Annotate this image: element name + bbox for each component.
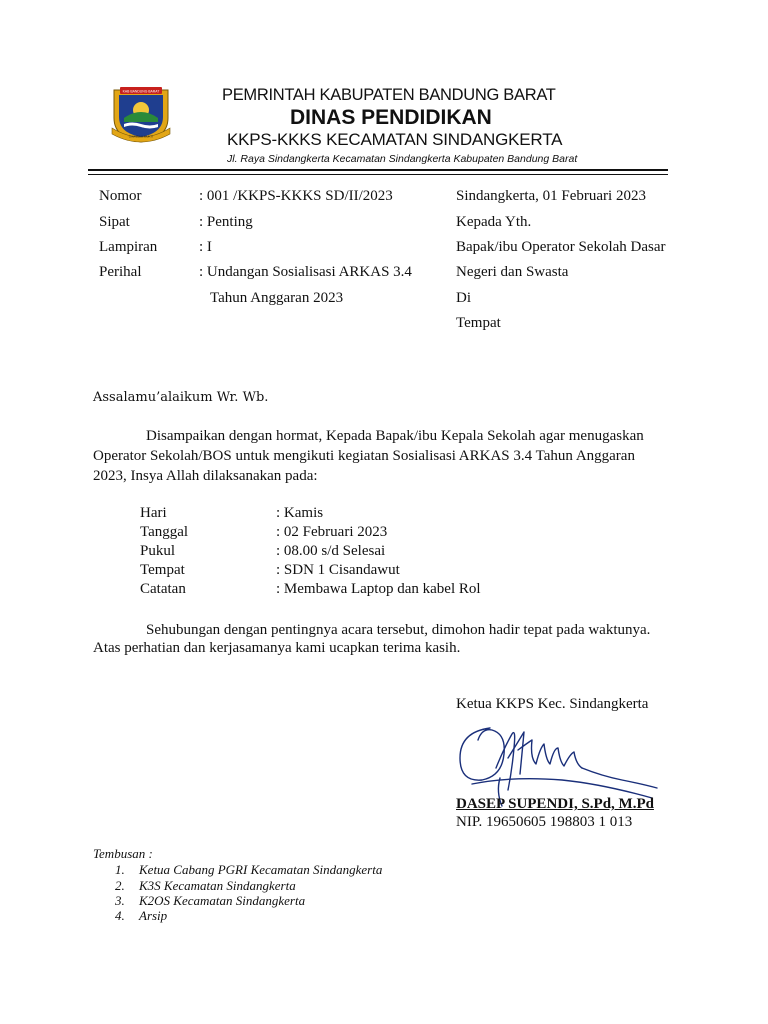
detail-label: Catatan [140, 581, 186, 597]
signatory-nip: NIP. 19650605 198803 1 013 [456, 814, 633, 830]
perihal-label: Perihal [99, 264, 142, 280]
detail-label: Tempat [140, 562, 185, 578]
detail-value: : 08.00 s/d Selesai [276, 543, 386, 559]
carbon-copy-item: Arsip [139, 908, 168, 923]
carbon-copy-heading: Tembusan : [93, 846, 153, 861]
letterhead-government-line: PEMRINTAH KABUPATEN BANDUNG BARAT [222, 86, 556, 104]
recipient-line-1: Kepada Yth. [456, 214, 532, 230]
letterhead-divider-thick [88, 169, 668, 171]
carbon-copy-item: K3S Kecamatan Sindangkerta [139, 878, 296, 893]
paragraph-1-line-1: Disampaikan dengan hormat, Kepada Bapak/ibu Kepala Sekolah agar menugaskan [146, 428, 644, 444]
nomor-value: : 001 /KKPS-KKKS SD/II/2023 [199, 188, 393, 204]
lampiran-value: : I [199, 239, 212, 255]
detail-label: Pukul [140, 543, 176, 559]
detail-value: : 02 Februari 2023 [276, 524, 388, 540]
detail-value: : Kamis [276, 505, 324, 521]
letter-metadata [0, 180, 440, 310]
recipient-line-5: Tempat [456, 315, 501, 331]
regency-emblem-logo [110, 84, 172, 144]
perihal-value-line1: : Undangan Sosialisasi ARKAS 3.4 [199, 264, 412, 280]
detail-label: Hari [140, 505, 167, 521]
signatory-title: Ketua KKPS Kec. Sindangkerta [456, 696, 649, 712]
place-and-date: Sindangkerta, 01 Februari 2023 [456, 188, 646, 204]
sipat-value: : Penting [199, 214, 253, 230]
recipient-line-2: Bapak/ibu Operator Sekolah Dasar [456, 239, 666, 255]
sipat-label: Sipat [99, 214, 130, 230]
letterhead-organization-line: KKPS-KKKS KECAMATAN SINDANGKERTA [227, 130, 563, 149]
recipient-line-3: Negeri dan Swasta [456, 264, 569, 280]
svg-text:GAWIRAH MUKTI: GAWIRAH MUKTI [128, 134, 154, 139]
carbon-copy-number: 1. [115, 862, 125, 877]
signatory-name: DASEP SUPENDI, S.Pd, M.Pd [456, 796, 654, 812]
carbon-copy-item: K2OS Kecamatan Sindangkerta [139, 893, 306, 908]
paragraph-1-line-2: Operator Sekolah/BOS untuk mengikuti kegiatan Sosialisasi ARKAS 3.4 Tahun Anggaran [93, 448, 635, 464]
lampiran-label: Lampiran [99, 239, 158, 255]
carbon-copy-item: Ketua Cabang PGRI Kecamatan Sindangkerta [139, 862, 383, 877]
letterhead-divider-thin [88, 174, 668, 175]
paragraph-2-line-2: Atas perhatian dan kerjasamanya kami ucapkan terima kasih. [93, 640, 461, 656]
salutation: Assalamu’alaikum Wr. Wb. [93, 390, 269, 405]
carbon-copy-number: 3. [115, 893, 125, 908]
detail-label: Tanggal [140, 524, 189, 540]
event-details [130, 505, 550, 605]
perihal-value-line2: Tahun Anggaran 2023 [210, 290, 344, 306]
nomor-label: Nomor [99, 188, 142, 204]
recipient-block [440, 180, 760, 340]
svg-text:KAB BANDUNG BARAT: KAB BANDUNG BARAT [122, 89, 160, 94]
detail-value: : Membawa Laptop dan kabel Rol [276, 581, 481, 597]
detail-value: : SDN 1 Cisandawut [276, 562, 400, 578]
letterhead [0, 0, 768, 180]
letterhead-agency-name: DINAS PENDIDIKAN [290, 106, 492, 129]
carbon-copy-number: 2. [115, 878, 125, 893]
carbon-copy-list [90, 846, 490, 930]
paragraph-2-line-1: Sehubungan dengan pentingnya acara tersebut, dimohon hadir tepat pada waktunya. [146, 622, 651, 638]
recipient-line-4: Di [456, 290, 471, 306]
letterhead-address: Jl. Raya Sindangkerta Kecamatan Sindangkerta Kabupaten Bandung Barat [227, 153, 578, 165]
paragraph-1-line-3: 2023, Insya Allah dilaksanakan pada: [93, 468, 318, 484]
carbon-copy-number: 4. [115, 908, 125, 923]
